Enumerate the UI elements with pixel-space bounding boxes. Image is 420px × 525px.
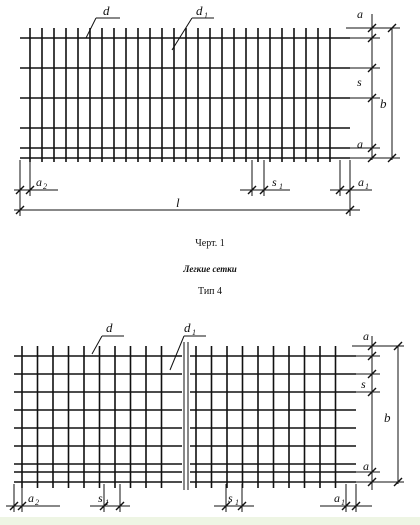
section-title: Легкие сетки: [183, 264, 237, 274]
label-s1-left: s: [98, 491, 103, 505]
label-a1: a: [358, 175, 364, 189]
mesh-grid: [14, 342, 356, 490]
label-d1: d: [196, 3, 203, 18]
label-a-bottom: a: [357, 137, 363, 151]
figure-caption: Черт. 1: [195, 238, 225, 249]
label-a1-sub: 1: [341, 498, 345, 507]
label-a1: a: [334, 491, 340, 505]
type-label: Тип 4: [197, 286, 223, 297]
label-a2: a: [36, 175, 42, 189]
label-b: b: [384, 410, 391, 425]
label-d1-sub: 1: [192, 328, 196, 337]
leader-d: [92, 336, 102, 354]
label-s: s: [361, 377, 366, 391]
label-a-top: a: [363, 329, 369, 343]
label-d: d: [106, 320, 113, 335]
label-l: l: [176, 195, 180, 210]
label-a-bottom: a: [363, 459, 369, 473]
label-s1-left-sub: 1: [105, 498, 109, 507]
label-d1-sub: 1: [204, 11, 208, 20]
footer-strip: [0, 517, 420, 525]
dimension-ticks: [16, 24, 396, 214]
label-a-top: a: [357, 7, 363, 21]
label-a2-sub: 2: [35, 498, 39, 507]
mesh-drawing-type-4: [0, 310, 420, 520]
label-b: b: [380, 96, 387, 111]
dimension-lines: [14, 14, 400, 216]
leader-d: [86, 18, 96, 38]
label-a1-sub: 1: [365, 182, 369, 191]
mesh-grid: [20, 28, 350, 162]
label-d1: d: [184, 320, 191, 335]
labels: [36, 3, 387, 210]
labels: [28, 320, 391, 507]
label-d: d: [103, 3, 110, 18]
mesh-drawing-type-1: [0, 0, 420, 220]
label-s: s: [357, 75, 362, 89]
label-s1-right-sub: 1: [235, 498, 239, 507]
label-s1-sub: 1: [279, 182, 283, 191]
label-a2-sub: 2: [43, 182, 47, 191]
label-a2: a: [28, 491, 34, 505]
label-s1: s: [272, 175, 277, 189]
leader-d1: [172, 18, 192, 50]
label-s1-right: s: [228, 491, 233, 505]
leader-d1: [170, 336, 184, 370]
dimension-lines: [6, 336, 404, 512]
